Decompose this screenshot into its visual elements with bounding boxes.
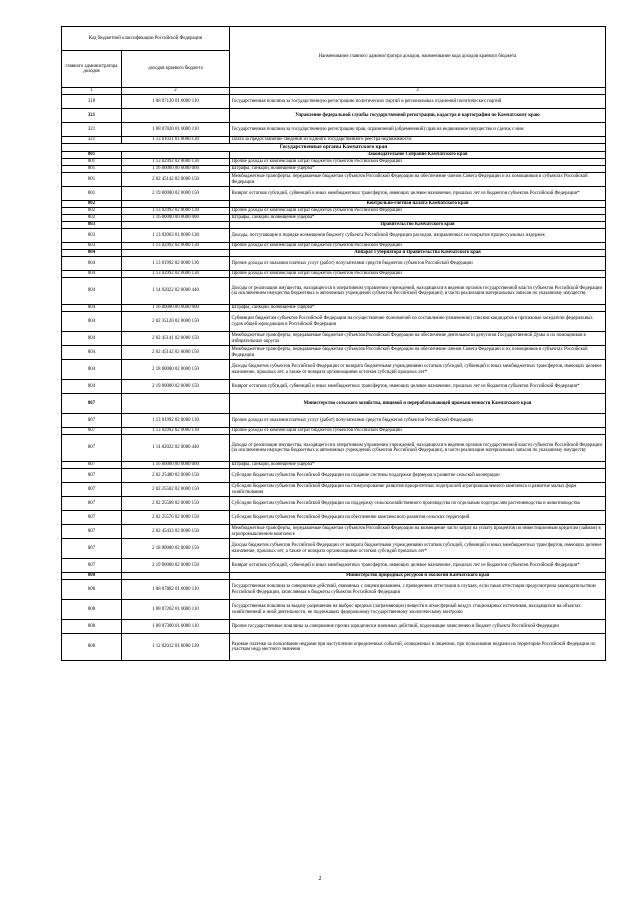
revenue-code: 1 13 02992 02 0000 130 xyxy=(122,208,230,215)
table-row xyxy=(62,271,606,278)
admin-code: 808 xyxy=(62,634,122,661)
table-row xyxy=(62,483,606,497)
revenue-code: 2 02 25508 02 0000 150 xyxy=(122,497,230,511)
admin-name: Контрольно-счетная палата Камчатского края xyxy=(230,201,606,208)
admin-revenue-code xyxy=(122,573,230,580)
header-num-2: 2 xyxy=(122,88,230,95)
revenue-code: 2 02 25576 02 0000 150 xyxy=(122,511,230,525)
revenue-code: 1 13 02992 02 0000 130 xyxy=(122,243,230,250)
revenue-code: 1 14 02022 02 0000 440 xyxy=(122,278,230,305)
table-row xyxy=(62,215,606,222)
revenue-name: Штрафы, санкции, возмещение ущерба* xyxy=(230,166,606,173)
admin-code: 802 xyxy=(62,215,122,222)
admin-code: 804 xyxy=(62,380,122,394)
revenue-code: 1 13 02992 02 0000 130 xyxy=(122,159,230,166)
table-row xyxy=(62,511,606,525)
admin-code: 804 xyxy=(62,278,122,305)
table-row xyxy=(62,539,606,559)
section-title: Государственные органы Камчатского края xyxy=(62,144,606,152)
admin-code: 808 xyxy=(62,580,122,600)
admin-revenue-code xyxy=(122,394,230,414)
admin-code: 807 xyxy=(62,469,122,483)
admin-code: 807 xyxy=(62,511,122,525)
admin-code: 804 xyxy=(62,346,122,360)
admin-revenue-code xyxy=(122,222,230,229)
revenue-code: 1 16 00000 00 0000 000 xyxy=(122,215,230,222)
table-row xyxy=(62,208,606,215)
admin-code: 807 xyxy=(62,483,122,497)
revenue-name: Межбюджетные трансферты, передаваемые бюджетам субъектов Российской Федерации на обеспечение деятельности депутатов Государственной Думы и их помощников в избирательных округах xyxy=(230,332,606,346)
table-row xyxy=(62,580,606,600)
admin-code: 807 xyxy=(62,559,122,573)
revenue-name: Государственная пошлина за государственную регистрацию прав, ограничений (обременений) прав на недвижимое имущество и сделок с ним xyxy=(230,123,606,137)
admin-name: Аппарат Губернатора и Правительства Камчатского края xyxy=(230,250,606,257)
admin-code: 804 xyxy=(62,312,122,332)
admin-code: 807 xyxy=(62,428,122,435)
revenue-code: 1 13 01992 02 0000 130 xyxy=(122,414,230,428)
revenue-code: 1 12 02012 01 0000 120 xyxy=(122,634,230,661)
admin-code: 807 xyxy=(62,394,122,414)
admin-row xyxy=(62,152,606,159)
revenue-name: Доходы бюджетов субъектов Российской Федерации от возврата бюджетными учреждениями остатков субсидий, субвенций и иных межбюджетных трансфертов, имеющих целевое назначение, прошлых лет, а также от возврата организациями остатков субсидий прошлых лет* xyxy=(230,539,606,559)
table-row xyxy=(62,305,606,312)
revenue-name: Субсидии бюджетам субъектов Российской Федерации на создание системы поддержки фермеров и развитие сельской кооперации xyxy=(230,469,606,483)
revenue-code: 2 02 45141 02 0000 150 xyxy=(122,332,230,346)
revenue-code: 1 08 07082 01 0000 110 xyxy=(122,580,230,600)
table-row xyxy=(62,435,606,462)
revenue-code: 2 19 00000 02 0000 150 xyxy=(122,187,230,201)
admin-name: Законодательное Собрание Камчатского края xyxy=(230,152,606,159)
admin-code: 321 xyxy=(62,123,122,137)
revenue-code: 1 16 00000 00 0000 000 xyxy=(122,166,230,173)
revenue-name: Межбюджетные трансферты, передаваемые бюджетам субъектов Российской Федерации на обеспечение членов Совета Федерации и их помощников в субъектах Российской Федерации xyxy=(230,346,606,360)
revenue-name: Возврат остатков субсидий, субвенций и иных межбюджетных трансфертов, имеющих целевое назначение, прошлых лет из бюджетов субъектов Российской Федерации* xyxy=(230,187,606,201)
revenue-name: Прочие доходы от компенсации затрат бюджетов субъектов Российской Федерации xyxy=(230,428,606,435)
revenue-code: 2 02 25502 02 0000 150 xyxy=(122,483,230,497)
admin-code: 807 xyxy=(62,497,122,511)
revenue-code: 1 16 00000 00 0000 000 xyxy=(122,305,230,312)
revenue-name: Штрафы, санкции, возмещение ущерба* xyxy=(230,215,606,222)
revenue-name: Субсидии бюджетам субъектов Российской Федерации на поддержку сельскохозяйственного производства по отдельным подотраслям растениеводства и животноводства xyxy=(230,497,606,511)
admin-row xyxy=(62,201,606,208)
admin-code: 804 xyxy=(62,271,122,278)
admin-revenue-code xyxy=(122,109,230,123)
revenue-name: Возврат остатков субсидий, субвенций и иных межбюджетных трансфертов, имеющих целевое назначение, прошлых лет из бюджетов субъектов Российской Федерации* xyxy=(230,380,606,394)
table-row xyxy=(62,166,606,173)
table-row xyxy=(62,137,606,144)
table-row xyxy=(62,462,606,469)
table-row xyxy=(62,634,606,661)
revenue-code: 2 02 45142 02 0000 150 xyxy=(122,173,230,187)
table-row xyxy=(62,380,606,394)
revenue-name: Государственная пошлина за совершение действий, связанных с лицензированием, с проведением аттестации в случаях, если такая аттестация предусмотрена законодательством Российской Федерации, зачисляемая в бюджеты субъектов Российской Федерации xyxy=(230,580,606,600)
table-row xyxy=(62,243,606,250)
admin-row xyxy=(62,222,606,229)
revenue-code: 2 02 45142 02 0000 150 xyxy=(122,346,230,360)
table-row xyxy=(62,278,606,305)
revenue-name: Прочие доходы от компенсации затрат бюджетов субъектов Российской Федерации xyxy=(230,208,606,215)
revenue-code: 1 08 07020 01 0000 110 xyxy=(122,123,230,137)
revenue-code: 2 02 35120 02 0000 150 xyxy=(122,312,230,332)
revenue-name: Штрафы, санкции, возмещение ущерба* xyxy=(230,305,606,312)
admin-code: 804 xyxy=(62,257,122,271)
revenue-name: Прочие доходы от оказания платных услуг (работ) получателями средств бюджетов субъектов Российской Федерации xyxy=(230,257,606,271)
header-code-group: Код бюджетной классификации Российской Федерации xyxy=(62,27,230,51)
header-num-3: 3 xyxy=(230,88,606,95)
table-row xyxy=(62,187,606,201)
table-row xyxy=(62,525,606,539)
revenue-name: Прочие доходы от компенсации затрат бюджетов субъектов Российской Федерации xyxy=(230,271,606,278)
admin-code: 801 xyxy=(62,152,122,159)
revenue-code: 1 13 02063 01 0000 130 xyxy=(122,229,230,243)
table-row xyxy=(62,559,606,573)
revenue-name: Субвенции бюджетам субъектов Российской Федерации на осуществление полномочий по составлению (изменению) списков кандидатов в присяжные заседатели федеральных судов общей юрисдикции в Российской Федерации xyxy=(230,312,606,332)
admin-code: 803 xyxy=(62,222,122,229)
admin-code: 801 xyxy=(62,166,122,173)
revenue-name: Доходы от реализации имущества, находящегося в оперативном управлении учреждений, находящихся в ведении органов государственной власти субъектов Российской Федерации (за исключением имущества бюджетных и автономных учреждений субъектов Российской Федерации), в части реализации материальных запасов по указанному имуществу xyxy=(230,435,606,462)
admin-code: 801 xyxy=(62,173,122,187)
admin-code: 807 xyxy=(62,414,122,428)
admin-code: 802 xyxy=(62,201,122,208)
admin-row xyxy=(62,573,606,580)
admin-row xyxy=(62,394,606,414)
table-row xyxy=(62,332,606,346)
section-row xyxy=(62,144,606,152)
revenue-code: 1 13 02992 02 0000 130 xyxy=(122,271,230,278)
table-row xyxy=(62,600,606,620)
table-row xyxy=(62,469,606,483)
table-row xyxy=(62,312,606,332)
revenue-name: Субсидии бюджетам субъектов Российской Федерации на обеспечение комплексного развития сельских территорий xyxy=(230,511,606,525)
revenue-code: 1 13 02992 02 0000 130 xyxy=(122,428,230,435)
table-row xyxy=(62,173,606,187)
revenue-name: Доходы, поступающие в порядке возмещения бюджету субъекта Российской Федерации расходов, направленных на покрытие процессуальных издержек xyxy=(230,229,606,243)
revenue-code: 2 02 25480 02 0000 150 xyxy=(122,469,230,483)
revenue-name: Субсидии бюджетам субъектов Российской Федерации на стимулирование развития приоритетных подотраслей агропромышленного комплекса и развитие малых форм хозяйствования xyxy=(230,483,606,497)
revenue-code: 2 19 00000 02 0000 150 xyxy=(122,559,230,573)
admin-code: 808 xyxy=(62,573,122,580)
revenue-name: Штрафы, санкции, возмещение ущерба* xyxy=(230,462,606,469)
admin-code: 804 xyxy=(62,250,122,257)
admin-name: Министерство сельского хозяйства, пищевой и перерабатывающей промышленности Камчатского края xyxy=(230,394,606,414)
admin-code: 803 xyxy=(62,229,122,243)
admin-row xyxy=(62,250,606,257)
revenue-name: Возврат остатков субсидий, субвенций и иных межбюджетных трансфертов, имеющих целевое назначение, прошлых лет из бюджетов субъектов Российской Федерации* xyxy=(230,559,606,573)
revenue-code: 1 08 07262 01 0000 110 xyxy=(122,600,230,620)
admin-code: 807 xyxy=(62,539,122,559)
admin-code: 802 xyxy=(62,208,122,215)
page-number: 2 xyxy=(318,876,322,882)
admin-code: 807 xyxy=(62,525,122,539)
admin-revenue-code xyxy=(122,201,230,208)
table-row xyxy=(62,620,606,634)
revenue-name: Прочие государственные пошлины за совершение прочих юридически значимых действий, подлежащие зачислению в бюджет субъекта Российской Федерации xyxy=(230,620,606,634)
header-name: Наименование главного администратора доходов, наименование кода доходов краевого бюджета xyxy=(230,27,606,88)
admin-code: 804 xyxy=(62,332,122,346)
revenue-name: Доходы бюджетов субъектов Российской Федерации от возврата бюджетными учреждениями остатков субсидий, субвенций и иных межбюджетных трансфертов, имеющих целевое назначение, прошлых лет, а также от возврата организациями остатков субсидий прошлых лет* xyxy=(230,360,606,380)
header-admin-code: главного администратора доходов xyxy=(62,51,122,88)
revenue-code: 2 18 00000 02 0000 150 xyxy=(122,539,230,559)
revenue-code: 1 08 07300 01 0000 110 xyxy=(122,620,230,634)
table-row xyxy=(62,414,606,428)
revenue-name: Прочие доходы от компенсации затрат бюджетов субъектов Российской Федерации xyxy=(230,159,606,166)
revenue-name: Государственная пошлина за государственную регистрацию политических партий и региональных отделений политических партий xyxy=(230,95,606,109)
header-num-1: 1 xyxy=(62,88,122,95)
admin-name: Министерство природных ресурсов и экологии Камчатского края xyxy=(230,573,606,580)
table-row xyxy=(62,497,606,511)
admin-code: 318 xyxy=(62,95,122,109)
revenue-code: 1 16 00000 00 0000 000 xyxy=(122,462,230,469)
admin-code: 804 xyxy=(62,305,122,312)
table-row xyxy=(62,95,606,109)
revenue-code: 1 13 01992 02 0000 130 xyxy=(122,257,230,271)
admin-code: 803 xyxy=(62,243,122,250)
revenue-classification-table xyxy=(61,26,606,661)
table-row xyxy=(62,257,606,271)
admin-code: 808 xyxy=(62,600,122,620)
admin-revenue-code xyxy=(122,152,230,159)
admin-name: Правительство Камчатского края xyxy=(230,222,606,229)
revenue-name: Прочие доходы от компенсации затрат бюджетов субъектов Российской Федерации xyxy=(230,243,606,250)
table-row xyxy=(62,159,606,166)
admin-code: 804 xyxy=(62,360,122,380)
revenue-code: 2 02 45433 02 0000 150 xyxy=(122,525,230,539)
table-row xyxy=(62,428,606,435)
admin-code: 321 xyxy=(62,109,122,123)
admin-code: 808 xyxy=(62,620,122,634)
revenue-code: 2 18 00000 02 0000 150 xyxy=(122,360,230,380)
admin-name: Управление федеральной службы государственной регистрации, кадастра и картографии по Камчатскому краю xyxy=(230,109,606,123)
revenue-code: 1 08 07120 01 0000 110 xyxy=(122,95,230,109)
admin-code: 807 xyxy=(62,435,122,462)
revenue-name: Межбюджетные трансферты, передаваемые бюджетам субъектов Российской Федерации на обеспечение членов Совета Федерации и их помощников в субъектах Российской Федерации xyxy=(230,173,606,187)
revenue-code: 1 13 01031 01 0000 130 xyxy=(122,137,230,144)
revenue-code: 2 19 00000 02 0000 150 xyxy=(122,380,230,394)
table-row xyxy=(62,123,606,137)
revenue-name: Доходы от реализации имущества, находящегося в оперативном управлении учреждений, находящихся в ведении органов государственной власти субъектов Российской Федерации (за исключением имущества бюджетных и автономных учреждений субъектов Российской Федерации), в части реализации материальных запасов по указанному имуществу xyxy=(230,278,606,305)
revenue-name: Плата за предоставление сведений из Единого государственного реестра недвижимости xyxy=(230,137,606,144)
admin-revenue-code xyxy=(122,250,230,257)
table-row xyxy=(62,360,606,380)
table-body xyxy=(62,95,606,661)
revenue-name: Государственная пошлина за выдачу разрешения на выброс вредных (загрязняющих) веществ в атмосферный воздух стационарных источников, находящихся на объектах хозяйственной и иной деятельности, не подлежащих федеральному государственному экологическому контролю xyxy=(230,600,606,620)
table-row xyxy=(62,229,606,243)
header-revenue-code: доходов краевого бюджета xyxy=(122,51,230,88)
admin-code: 807 xyxy=(62,462,122,469)
admin-code: 801 xyxy=(62,159,122,166)
revenue-name: Прочие доходы от оказания платных услуг (работ) получателями средств бюджетов субъектов Российской Федерации xyxy=(230,414,606,428)
revenue-code: 1 14 02022 02 0000 440 xyxy=(122,435,230,462)
admin-row xyxy=(62,109,606,123)
admin-code: 321 xyxy=(62,137,122,144)
revenue-name: Межбюджетные трансферты, передаваемые бюджетам субъектов Российской Федерации на возмещение части затрат на уплату процентов по инвестиционным кредитам (займам) в агропромышленном комплексе xyxy=(230,525,606,539)
table-row xyxy=(62,346,606,360)
revenue-name: Разовые платежи за пользование недрами при наступлении определенных событий, оговоренных в лицензии, при пользовании недрами на территории Российской Федерации по участкам недр местного значения xyxy=(230,634,606,661)
admin-code: 801 xyxy=(62,187,122,201)
